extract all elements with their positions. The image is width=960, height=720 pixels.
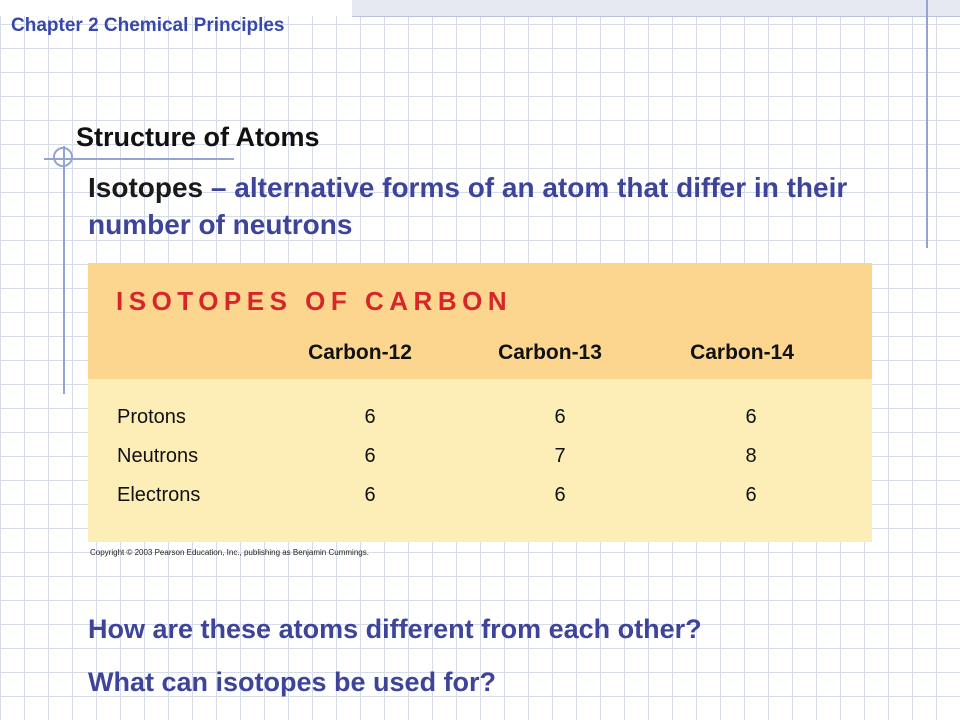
- decorative-circle: [53, 147, 73, 167]
- column-header-carbon-12: Carbon-12: [308, 341, 412, 364]
- row-label-neutrons: Neutrons: [117, 445, 199, 467]
- cell-neutrons-carbon-13: 7: [554, 445, 566, 467]
- column-header-carbon-14: Carbon-14: [690, 341, 794, 364]
- cell-electrons-carbon-12: 6: [364, 484, 376, 506]
- table-title: ISOTOPES OF CARBON: [116, 286, 513, 316]
- question-1: How are these atoms different from each other?: [88, 614, 702, 644]
- definition-text: – alternative forms of an atom that differ in their number of neutrons: [88, 172, 848, 240]
- decorative-vertical-line-right: [926, 0, 928, 248]
- cell-electrons-carbon-14: 6: [745, 484, 757, 506]
- table-header: [88, 263, 872, 379]
- cell-neutrons-carbon-12: 6: [364, 445, 376, 467]
- cell-electrons-carbon-13: 6: [554, 484, 566, 506]
- decorative-vertical-line-left: [63, 146, 65, 394]
- copyright-notice: Copyright © 2003 Pearson Education, Inc., publishing as Benjamin Cummings.: [90, 548, 369, 557]
- cell-neutrons-carbon-14: 8: [745, 445, 757, 467]
- cell-protons-carbon-13: 6: [554, 406, 566, 428]
- isotopes-table: [88, 263, 872, 542]
- top-band-white: [0, 0, 352, 16]
- section-title: Structure of Atoms: [76, 122, 320, 152]
- isotope-definition: [88, 169, 888, 243]
- cell-protons-carbon-14: 6: [745, 406, 757, 428]
- chapter-title: Chapter 2 Chemical Principles: [11, 15, 285, 36]
- top-band-line: [352, 16, 960, 17]
- row-label-electrons: Electrons: [117, 484, 201, 506]
- definition-term: Isotopes: [88, 172, 204, 203]
- row-label-protons: Protons: [117, 406, 186, 428]
- cell-protons-carbon-12: 6: [364, 406, 376, 428]
- question-2: What can isotopes be used for?: [88, 667, 497, 697]
- column-header-carbon-13: Carbon-13: [498, 341, 602, 364]
